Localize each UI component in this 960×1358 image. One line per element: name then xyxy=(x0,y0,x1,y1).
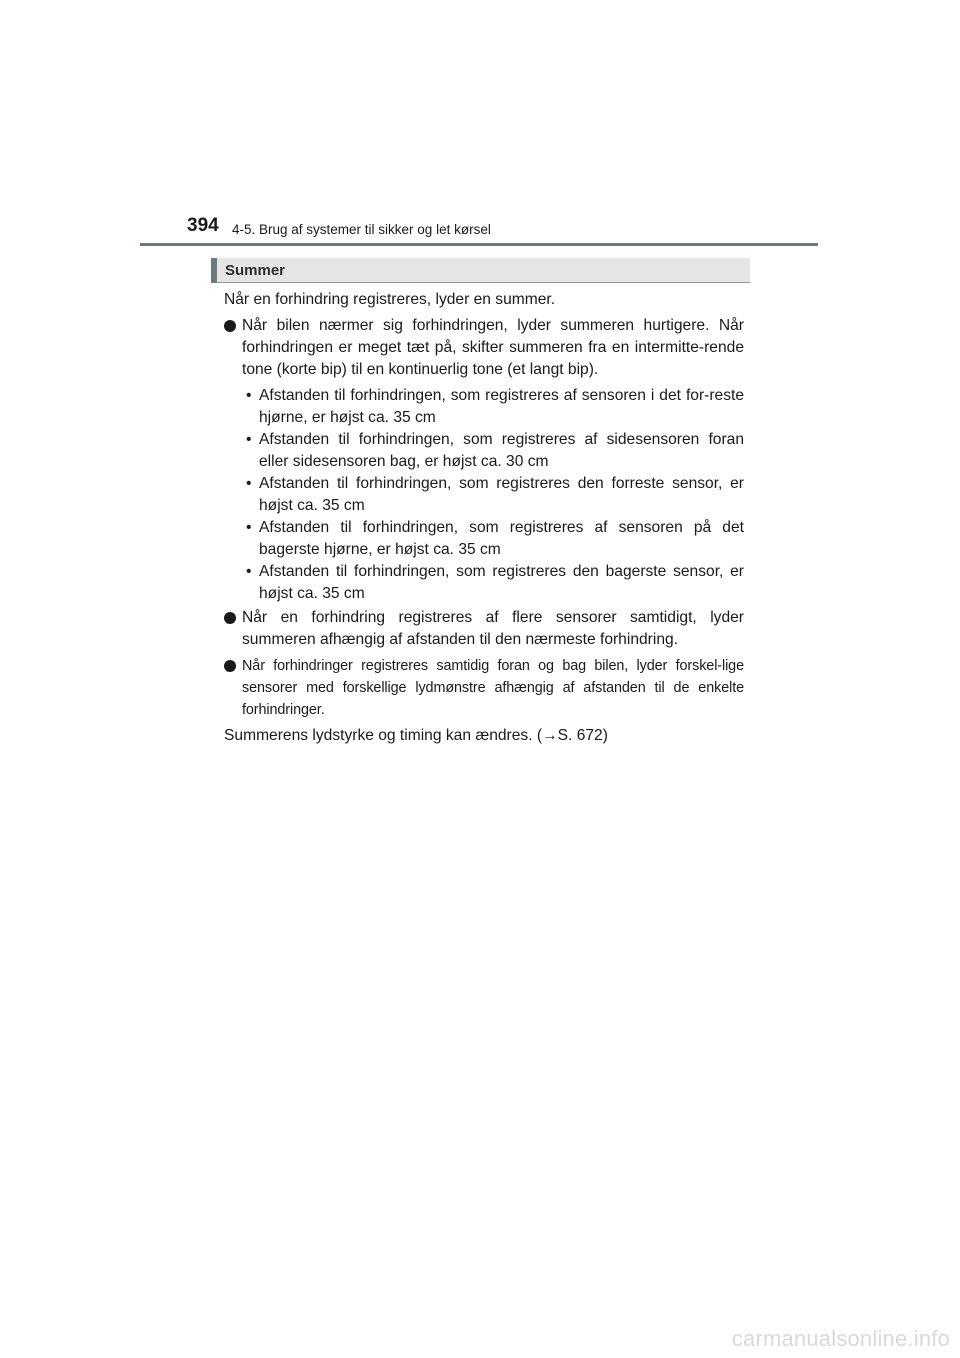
subpoint-text: Afstanden til forhindringen, som registreres af sensoren i det for-reste hjørne, er højst ca. 35 cm xyxy=(259,387,744,426)
body-content xyxy=(224,289,744,747)
subpoint-text: Afstanden til forhindringen, som registreres af sensoren på det bagerste hjørne, er højst ca. 35 cm xyxy=(259,519,744,558)
small-dot-icon: • xyxy=(246,519,252,536)
intro-paragraph: Når en forhindring registreres, lyder en summer. xyxy=(224,291,556,308)
subpoint-text: Afstanden til forhindringen, som registreres den bagerste sensor, er højst ca. 35 cm xyxy=(259,563,744,602)
subpoint-item xyxy=(224,429,744,473)
small-dot-icon: • xyxy=(246,563,252,580)
small-dot-icon: • xyxy=(246,475,252,492)
point-item xyxy=(224,315,744,381)
point-item xyxy=(224,607,744,651)
filled-circle-icon xyxy=(224,320,236,332)
header-rule xyxy=(140,243,818,246)
point-text: Når forhindringer registreres samtidig foran og bag bilen, lyder forskel-lige sensorer med forskellige lydmønstre afhængig af afstanden til de enkelte forhindringer. xyxy=(242,658,744,718)
subpoint-item xyxy=(224,561,744,605)
point-item xyxy=(224,655,744,721)
subpoint-item xyxy=(224,385,744,429)
subpoint-text: Afstanden til forhindringen, som registreres den forreste sensor, er højst ca. 35 cm xyxy=(259,475,744,514)
filled-circle-icon xyxy=(224,660,236,672)
watermark: carmanualsonline.info xyxy=(731,1326,950,1351)
running-head: 4-5. Brug af systemer til sikker og let kørsel xyxy=(232,222,491,237)
page-number: 394 xyxy=(187,215,219,236)
section-heading-bar xyxy=(211,258,217,283)
point-text: Når bilen nærmer sig forhindringen, lyder summeren hurtigere. Når forhindringen er meget tæt på, skifter summeren fra en intermitte-rende tone (korte bip) til en kontinuerlig tone (et langt bip). xyxy=(242,317,744,378)
subpoint-item xyxy=(224,517,744,561)
small-dot-icon: • xyxy=(246,387,252,404)
section-heading xyxy=(211,258,750,283)
filled-circle-icon xyxy=(224,612,236,624)
point-text: Når en forhindring registreres af flere sensorer samtidigt, lyder summeren afhængig af afstanden til den nærmeste forhindring. xyxy=(242,609,744,648)
subpoint-text: Afstanden til forhindringen, som registreres af sidesensoren foran eller sidesensoren bag, er højst ca. 30 cm xyxy=(259,431,744,470)
closing-paragraph: Summerens lydstyrke og timing kan ændres. (→S. 672) xyxy=(224,727,608,744)
section-heading-title: Summer xyxy=(225,262,286,279)
subpoint-item xyxy=(224,473,744,517)
small-dot-icon: • xyxy=(246,431,252,448)
